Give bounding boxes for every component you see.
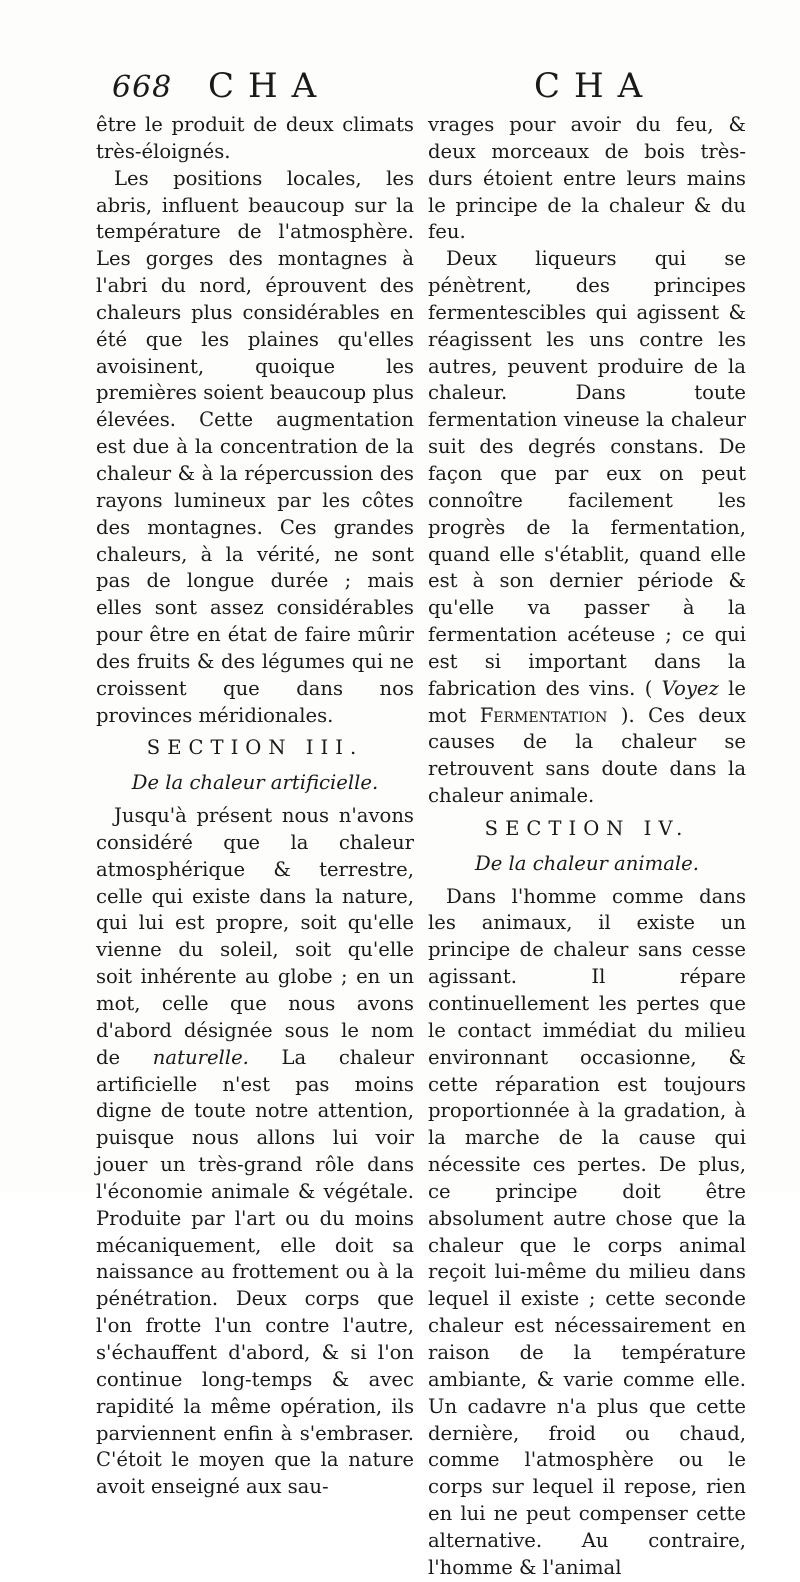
left-paragraph-3-start: Jusqu'à présent nous n'avons considéré que la chaleur atmosphérique & terrestre, celle qui existe dans la nature, qui lui est propre, soit qu'elle vienne du soleil, soit qu'elle soit inhérente au globe ; en un mot, celle que nous avons d'abord désignée sous le nom de [96, 804, 414, 1069]
right-paragraph-2-start: Deux liqueurs qui se pénètrent, des principes fermentescibles qui agissent & réagissent les uns contre les autres, peuvent produire de la chaleur. Dans toute fermentation vineuse la chaleur suit des degrés constans. De façon que par eux on peut connoître facilement les progrès de la fermentation, quand elle s'établit, quand elle est à son dernier période & qu'elle va passer à la fermentation acéteuse ; ce qui est si important dans la fabrication des vins. ( [428, 247, 746, 700]
section-heading-4: SECTION IV. [484, 816, 690, 840]
right-paragraph-2 [428, 246, 746, 810]
running-head-right: CHA [534, 66, 657, 106]
right-paragraph-2-italic: Voyez [661, 676, 719, 700]
left-paragraph-3 [96, 803, 414, 1501]
right-paragraph-2-mid: le mot [428, 676, 747, 727]
right-paragraph-2-smallcaps: Fermentation [479, 703, 608, 727]
left-paragraph-3-italic: naturelle. [152, 1045, 249, 1069]
section-subtitle-3: De la chaleur artificielle. [131, 771, 379, 795]
section-heading-3: SECTION III. [146, 736, 364, 760]
page-number: 668 [112, 70, 173, 105]
right-paragraph-2-end: ). Ces deux causes de la chaleur se retrouvent sans doute dans la chaleur animale. [428, 703, 746, 808]
section-subtitle-4: De la chaleur animale. [475, 851, 699, 875]
page-header [0, 14, 800, 106]
right-column [428, 112, 746, 1582]
right-paragraph-1: vrages pour avoir du feu, & deux morceaux de bois très-durs étoient entre leurs mains le principe de la chaleur & du feu. [428, 113, 746, 244]
right-paragraph-3: Dans l'homme comme dans les animaux, il existe un principe de chaleur sans cesse agissant. Il répare continuellement les pertes que le contact immédiat du milieu environnant occasionne, & cette réparation est toujours proportionnée à la gradation, à la marche de la cause qui nécessite ces pertes. De plus, ce principe doit être absolument autre chose que la chaleur que le corps animal reçoit lui-même du milieu dans lequel il existe ; cette seconde chaleur est nécessairement en raison de la température ambiante, & varie comme elle. Un cadavre n'a plus que cette dernière, froid ou chaud, comme l'atmosphère ou le corps sur lequel il repose, rien en lui ne peut compenser cette alternative. Au contraire, l'homme & l'animal [428, 884, 746, 1579]
left-paragraph-2: Les positions locales, les abris, influent beaucoup sur la température de l'atmosphère. Les gorges des montagnes à l'abri du nord, éprouvent des chaleurs plus considérables en été que les plaines qu'elles avoisinent, quoique les premières soient beaucoup plus élevées. Cette augmentation est due à la concentration de la chaleur & à la répercussion des rayons lumineux par les côtes des montagnes. Ces grandes chaleurs, à la vérité, ne sont pas de longue durée ; mais elles sont assez considérables pour être en état de faire mûrir des fruits & des légumes qui ne croissent que dans nos provinces méridionales. [96, 166, 414, 727]
running-head-left: CHA [208, 66, 331, 106]
left-column [96, 112, 414, 1501]
left-paragraph-3-end: La chaleur artificielle n'est pas moins digne de toute notre attention, puisque nous allons lui voir jouer un très-grand rôle dans l'économie animale & végétale. Produite par l'art ou du moins mécaniquement, elle doit sa naissance au frottement ou à la pénétration. Deux corps que l'on frotte l'un contre l'autre, s'échauffent d'abord, & si l'on continue long-temps & avec rapidité la même opération, ils parviennent enfin à s'embraser. C'étoit le moyen que la nature avoit enseigné aux sau- [96, 1045, 414, 1499]
left-paragraph-1: être le produit de deux climats très-éloignés. [96, 113, 414, 163]
